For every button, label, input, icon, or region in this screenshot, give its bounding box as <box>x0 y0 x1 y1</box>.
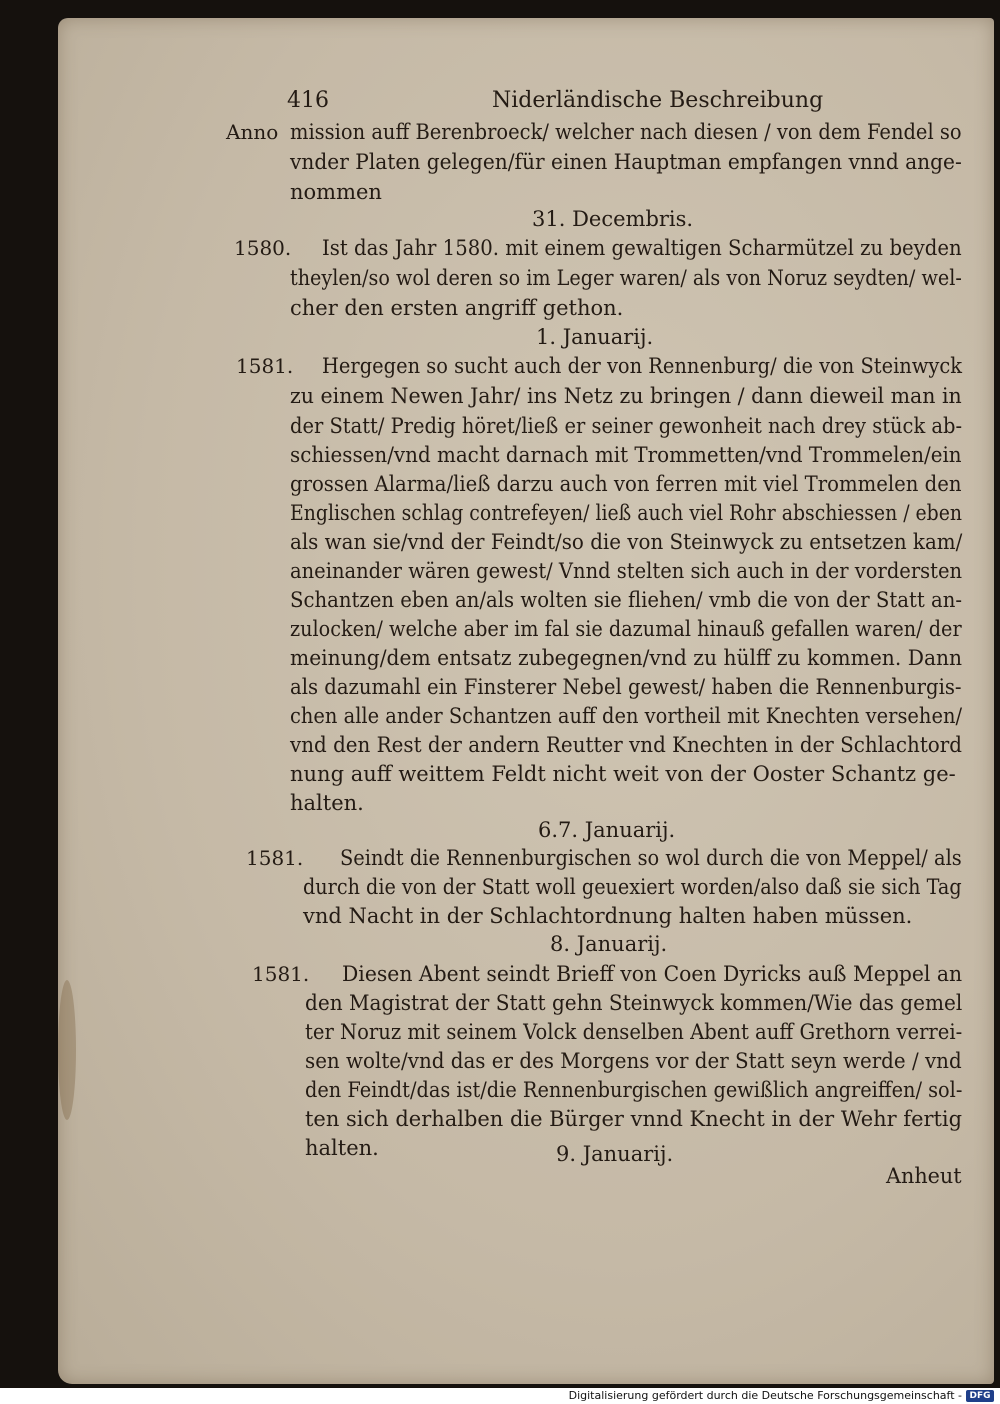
text-line: grossen Alarma/ließ darzu auch von ferren mit viel Trommelen den <box>290 472 962 496</box>
margin-note-year: 1581. <box>252 962 310 986</box>
text-line: Diesen Abent seindt Brieff von Coen Dyricks auß Meppel an <box>342 962 963 986</box>
running-title: Niderländische Beschreibung <box>492 88 824 113</box>
margin-note-year: 1580. <box>234 236 292 260</box>
margin-note-year: 1581. <box>246 846 304 870</box>
text-line: Ist das Jahr 1580. mit einem gewaltigen Scharmützel zu beyden <box>322 236 962 260</box>
text-line: halten. <box>290 791 364 815</box>
text-line: Hergegen so sucht auch der von Rennenburg/ die von Steinwyck <box>322 354 963 378</box>
page-stain <box>58 980 76 1120</box>
page-number: 416 <box>287 88 329 113</box>
text-line: als wan sie/vnd der Feindt/so die von Steinwyck zu entsetzen kam/ <box>290 530 963 554</box>
text-line: ter Noruz mit seinem Volck denselben Abent auff Grethorn verrei- <box>305 1020 963 1044</box>
text-line: den Feindt/das ist/die Rennenburgischen gewißlich angreiffen/ sol- <box>305 1078 963 1102</box>
book-page <box>58 18 994 1384</box>
heading-date: 6.7. Januarij. <box>538 818 676 842</box>
text-line: der Statt/ Predig höret/ließ er seiner gewonheit nach drey stück ab- <box>290 414 963 438</box>
catchword: Anheut <box>886 1164 962 1188</box>
text-line: theylen/so wol deren so im Leger waren/ als von Noruz seydten/ wel- <box>290 266 962 290</box>
text-line: zu einem Newen Jahr/ ins Netz zu bringen / dann dieweil man in <box>290 384 962 408</box>
text-line: nommen <box>290 180 382 204</box>
text-line: den Magistrat der Statt gehn Steinwyck kommen/Wie das gemel <box>305 991 963 1015</box>
text-line: ten sich derhalben die Bürger vnnd Knecht in der Wehr fertig <box>305 1107 963 1131</box>
text-line: aneinander wären gewest/ Vnnd stelten sich auch in der vordersten <box>290 559 963 583</box>
heading-date: 8. Januarij. <box>550 932 668 956</box>
text-line: mission auff Berenbroeck/ welcher nach diesen / von dem Fendel so <box>290 120 962 144</box>
footer-bar <box>0 1388 1000 1404</box>
heading-date: 31. Decembris. <box>532 207 694 231</box>
text-line: Schantzen eben an/als wolten sie fliehen/ vmb die von der Statt an- <box>290 588 963 612</box>
text-line: schiessen/vnd macht darnach mit Trommetten/vnd Trommelen/ein <box>290 443 962 467</box>
heading-date: 9. Januarij. <box>556 1142 674 1166</box>
text-line: Englischen schlag contrefeyen/ ließ auch viel Rohr abschiessen / eben <box>290 501 963 525</box>
text-line: chen alle ander Schantzen auff den vortheil mit Knechten versehen/ <box>290 704 963 728</box>
text-line: zulocken/ welche aber im fal sie dazumal hinauß gefallen waren/ der <box>290 617 962 641</box>
text-line: sen wolte/vnd das er des Morgens vor der Statt seyn werde / vnd <box>305 1049 962 1073</box>
text-line: als dazumahl ein Finsterer Nebel gewest/ haben die Rennenburgis- <box>290 675 962 699</box>
text-line: vnd Nacht in der Schlachtordnung halten haben müssen. <box>303 904 913 928</box>
text-line: nung auff weittem Feldt nicht weit von der Ooster Schantz ge- <box>290 762 956 786</box>
text-line: vnder Platen gelegen/für einen Hauptman empfangen vnnd ange- <box>290 150 962 174</box>
footer-credit: Digitalisierung gefördert durch die Deutsche Forschungsgemeinschaft - <box>568 1389 962 1402</box>
text-line: halten. <box>305 1136 379 1160</box>
dfg-logo: DFG <box>966 1390 994 1402</box>
text-line: meinung/dem entsatz zubegegnen/vnd zu hülff zu kommen. Dann <box>290 646 963 670</box>
text-line: cher den ersten angriff gethon. <box>290 296 624 320</box>
text-line: Seindt die Rennenburgischen so wol durch die von Meppel/ als <box>340 846 962 870</box>
margin-note-year: 1581. <box>236 354 294 378</box>
heading-date: 1. Januarij. <box>536 325 654 349</box>
text-line: durch die von der Statt woll geuexiert worden/also daß sie sich Tag <box>303 875 962 899</box>
margin-note-anno: Anno <box>226 120 279 144</box>
text-line: vnd den Rest der andern Reutter vnd Knechten in der Schlachtord <box>290 733 962 757</box>
